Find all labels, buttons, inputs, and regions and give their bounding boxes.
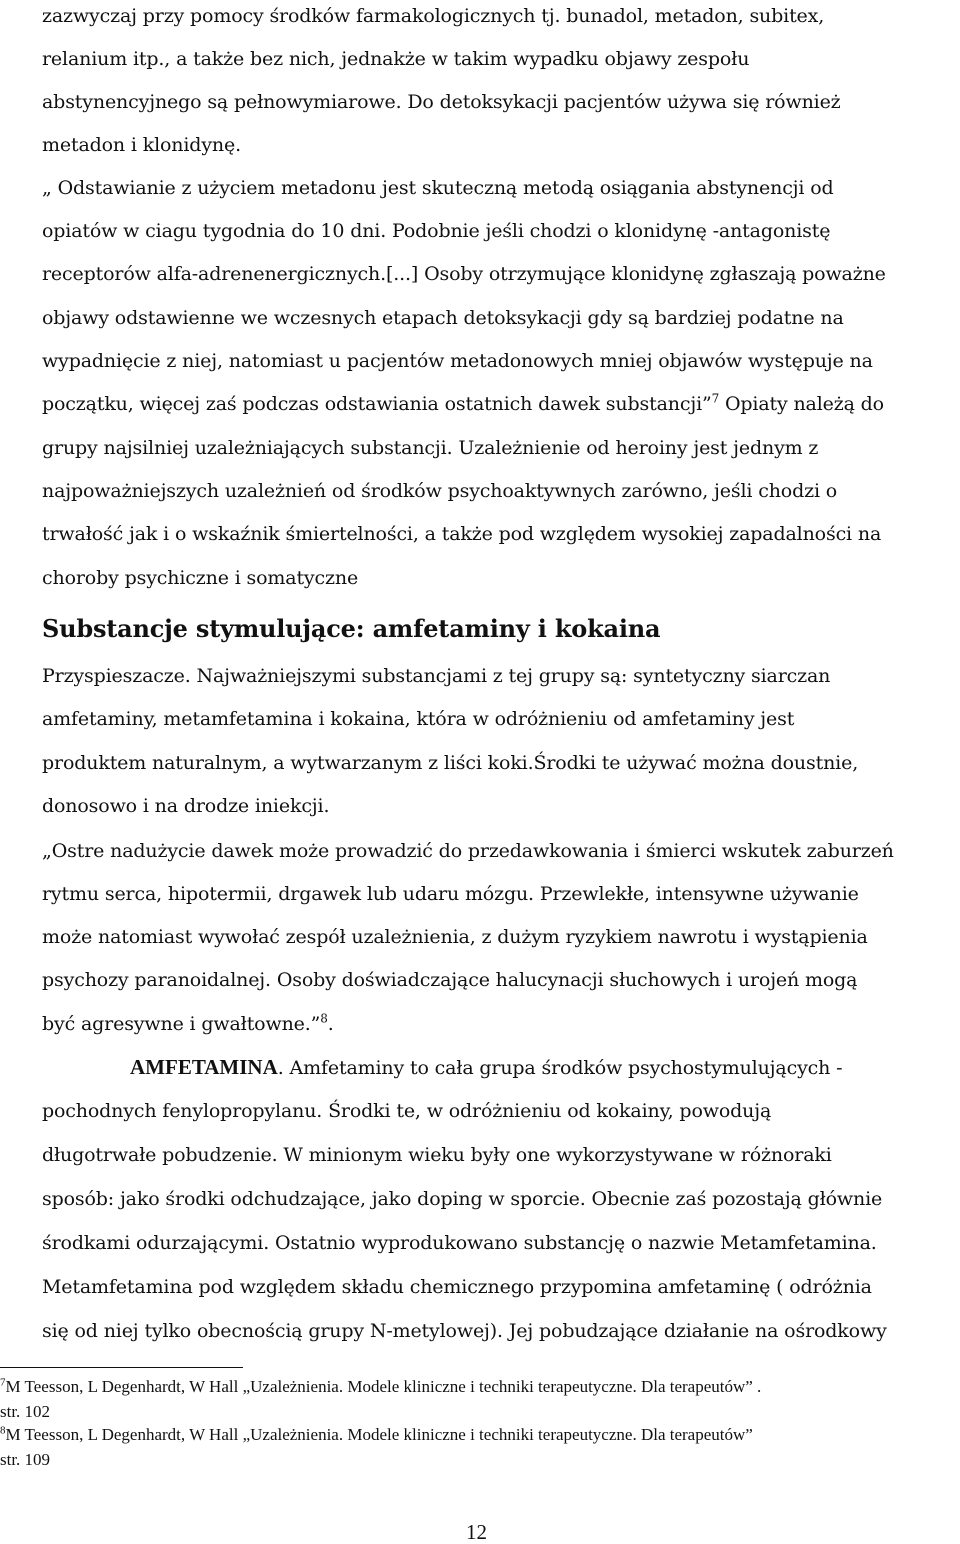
body-line: najpoważniejszych uzależnień od środków psychoaktywnych zarówno, jeśli chodzi o: [42, 480, 838, 502]
footnote-ref-8: 8: [320, 1011, 328, 1026]
body-line: Metamfetamina pod względem składu chemicznego przypomina amfetaminę ( odróżnia: [42, 1276, 872, 1298]
footnote-number: 7: [0, 1376, 6, 1389]
period-text: .: [327, 1013, 334, 1035]
amfetamina-line: [130, 1055, 842, 1080]
body-line: środkami odurzającymi. Ostatnio wyprodukowano substancję o nazwie Metamfetamina.: [42, 1232, 877, 1254]
quote-line: [42, 392, 884, 416]
body-line: choroby psychiczne i somatyczne: [42, 567, 359, 589]
quote-end-text: początku, więcej zaś podczas odstawiania ostatnich dawek substancji”: [42, 393, 712, 415]
footnote-7: [0, 1376, 761, 1398]
footnote-8: [0, 1424, 753, 1446]
footnote-ref-7: 7: [711, 391, 720, 406]
quote-line: objawy odstawienne we wczesnych etapach detoksykacji gdy są bardziej podatne na: [42, 307, 844, 329]
page-number: 12: [466, 1520, 487, 1544]
footnote-7-page: str. 102: [0, 1402, 51, 1421]
body-text: . Amfetaminy to cała grupa środków psychostymulujących -: [277, 1057, 843, 1079]
body-line: pochodnych fenylopropylanu. Środki te, w odróżnieniu od kokainy, powodują: [42, 1100, 772, 1122]
body-line: donosowo i na drodze iniekcji.: [42, 795, 330, 817]
footnote-text: M Teesson, L Degenhardt, W Hall „Uzależnienia. Modele kliniczne i techniki terapeutyczne. Dla terapeutów” .: [5, 1377, 762, 1396]
quote-line: opiatów w ciagu tygodnia do 10 dni. Podobnie jeśli chodzi o klonidynę -antagonistę: [42, 220, 831, 242]
body-line: produktem naturalnym, a wytwarzanym z liści koki.Środki te używać można doustnie,: [42, 752, 859, 774]
footnote-separator: [0, 1367, 243, 1368]
body-line: Przyspieszacze. Najważniejszymi substancjami z tej grupy są: syntetyczny siarczan: [42, 665, 831, 687]
quote-line: rytmu serca, hipotermii, drgawek lub udaru mózgu. Przewlekłe, intensywne używanie: [42, 883, 859, 905]
quote-line: „Ostre nadużycie dawek może prowadzić do przedawkowania i śmierci wskutek zaburzeń: [42, 840, 894, 862]
body-line: długotrwałe pobudzenie. W minionym wieku były one wykorzystywane w różnoraki: [42, 1144, 832, 1166]
body-line: amfetaminy, metamfetamina i kokaina, która w odróżnieniu od amfetaminy jest: [42, 708, 795, 730]
section-heading: Substancje stymulujące: amfetaminy i kokaina: [42, 614, 661, 643]
quote-line: „ Odstawianie z użyciem metadonu jest skuteczną metodą osiągania abstynencji od: [42, 177, 834, 199]
body-text: Opiaty należą do: [719, 393, 884, 415]
quote-line: może natomiast wywołać zespół uzależnienia, z dużym ryzykiem nawrotu i wystąpienia: [42, 926, 868, 948]
body-line: metadon i klonidynę.: [42, 134, 241, 156]
body-line: grupy najsilniej uzależniających substancji. Uzależnienie od heroiny jest jednym z: [42, 437, 819, 459]
quote-line: wypadnięcie z niej, natomiast u pacjentów metadonowych mniej objawów występuje na: [42, 350, 873, 372]
quote-line: receptorów alfa-adrenenergicznych.[...] Osoby otrzymujące klonidynę zgłaszają poważne: [42, 263, 886, 285]
quote-end-text: być agresywne i gwałtowne.”: [42, 1013, 321, 1035]
quote-line: psychozy paranoidalnej. Osoby doświadczające halucynacji słuchowych i urojeń mogą: [42, 969, 858, 991]
quote-line: [42, 1012, 334, 1036]
body-line: abstynencyjnego są pełnowymiarowe. Do detoksykacji pacjentów używa się również: [42, 91, 841, 113]
body-line: sposób: jako środki odchudzające, jako doping w sporcie. Obecnie zaś pozostają głównie: [42, 1188, 883, 1210]
footnote-number: 8: [0, 1424, 6, 1437]
body-line: trwałość jak i o wskaźnik śmiertelności, a także pod względem wysokiej zapadalności na: [42, 523, 882, 545]
body-line: relanium itp., a także bez nich, jednakże w takim wypadku objawy zespołu: [42, 48, 750, 70]
amfetamina-term: AMFETAMINA: [130, 1055, 278, 1079]
footnote-text: M Teesson, L Degenhardt, W Hall „Uzależnienia. Modele kliniczne i techniki terapeutyczne. Dla terapeutów”: [5, 1425, 753, 1444]
body-line: się od niej tylko obecnością grupy N-metylowej). Jej pobudzające działanie na ośrodkowy: [42, 1320, 887, 1342]
footnote-8-page: str. 109: [0, 1450, 51, 1469]
body-line: zazwyczaj przy pomocy środków farmakologicznych tj. bunadol, metadon, subitex,: [42, 5, 825, 27]
